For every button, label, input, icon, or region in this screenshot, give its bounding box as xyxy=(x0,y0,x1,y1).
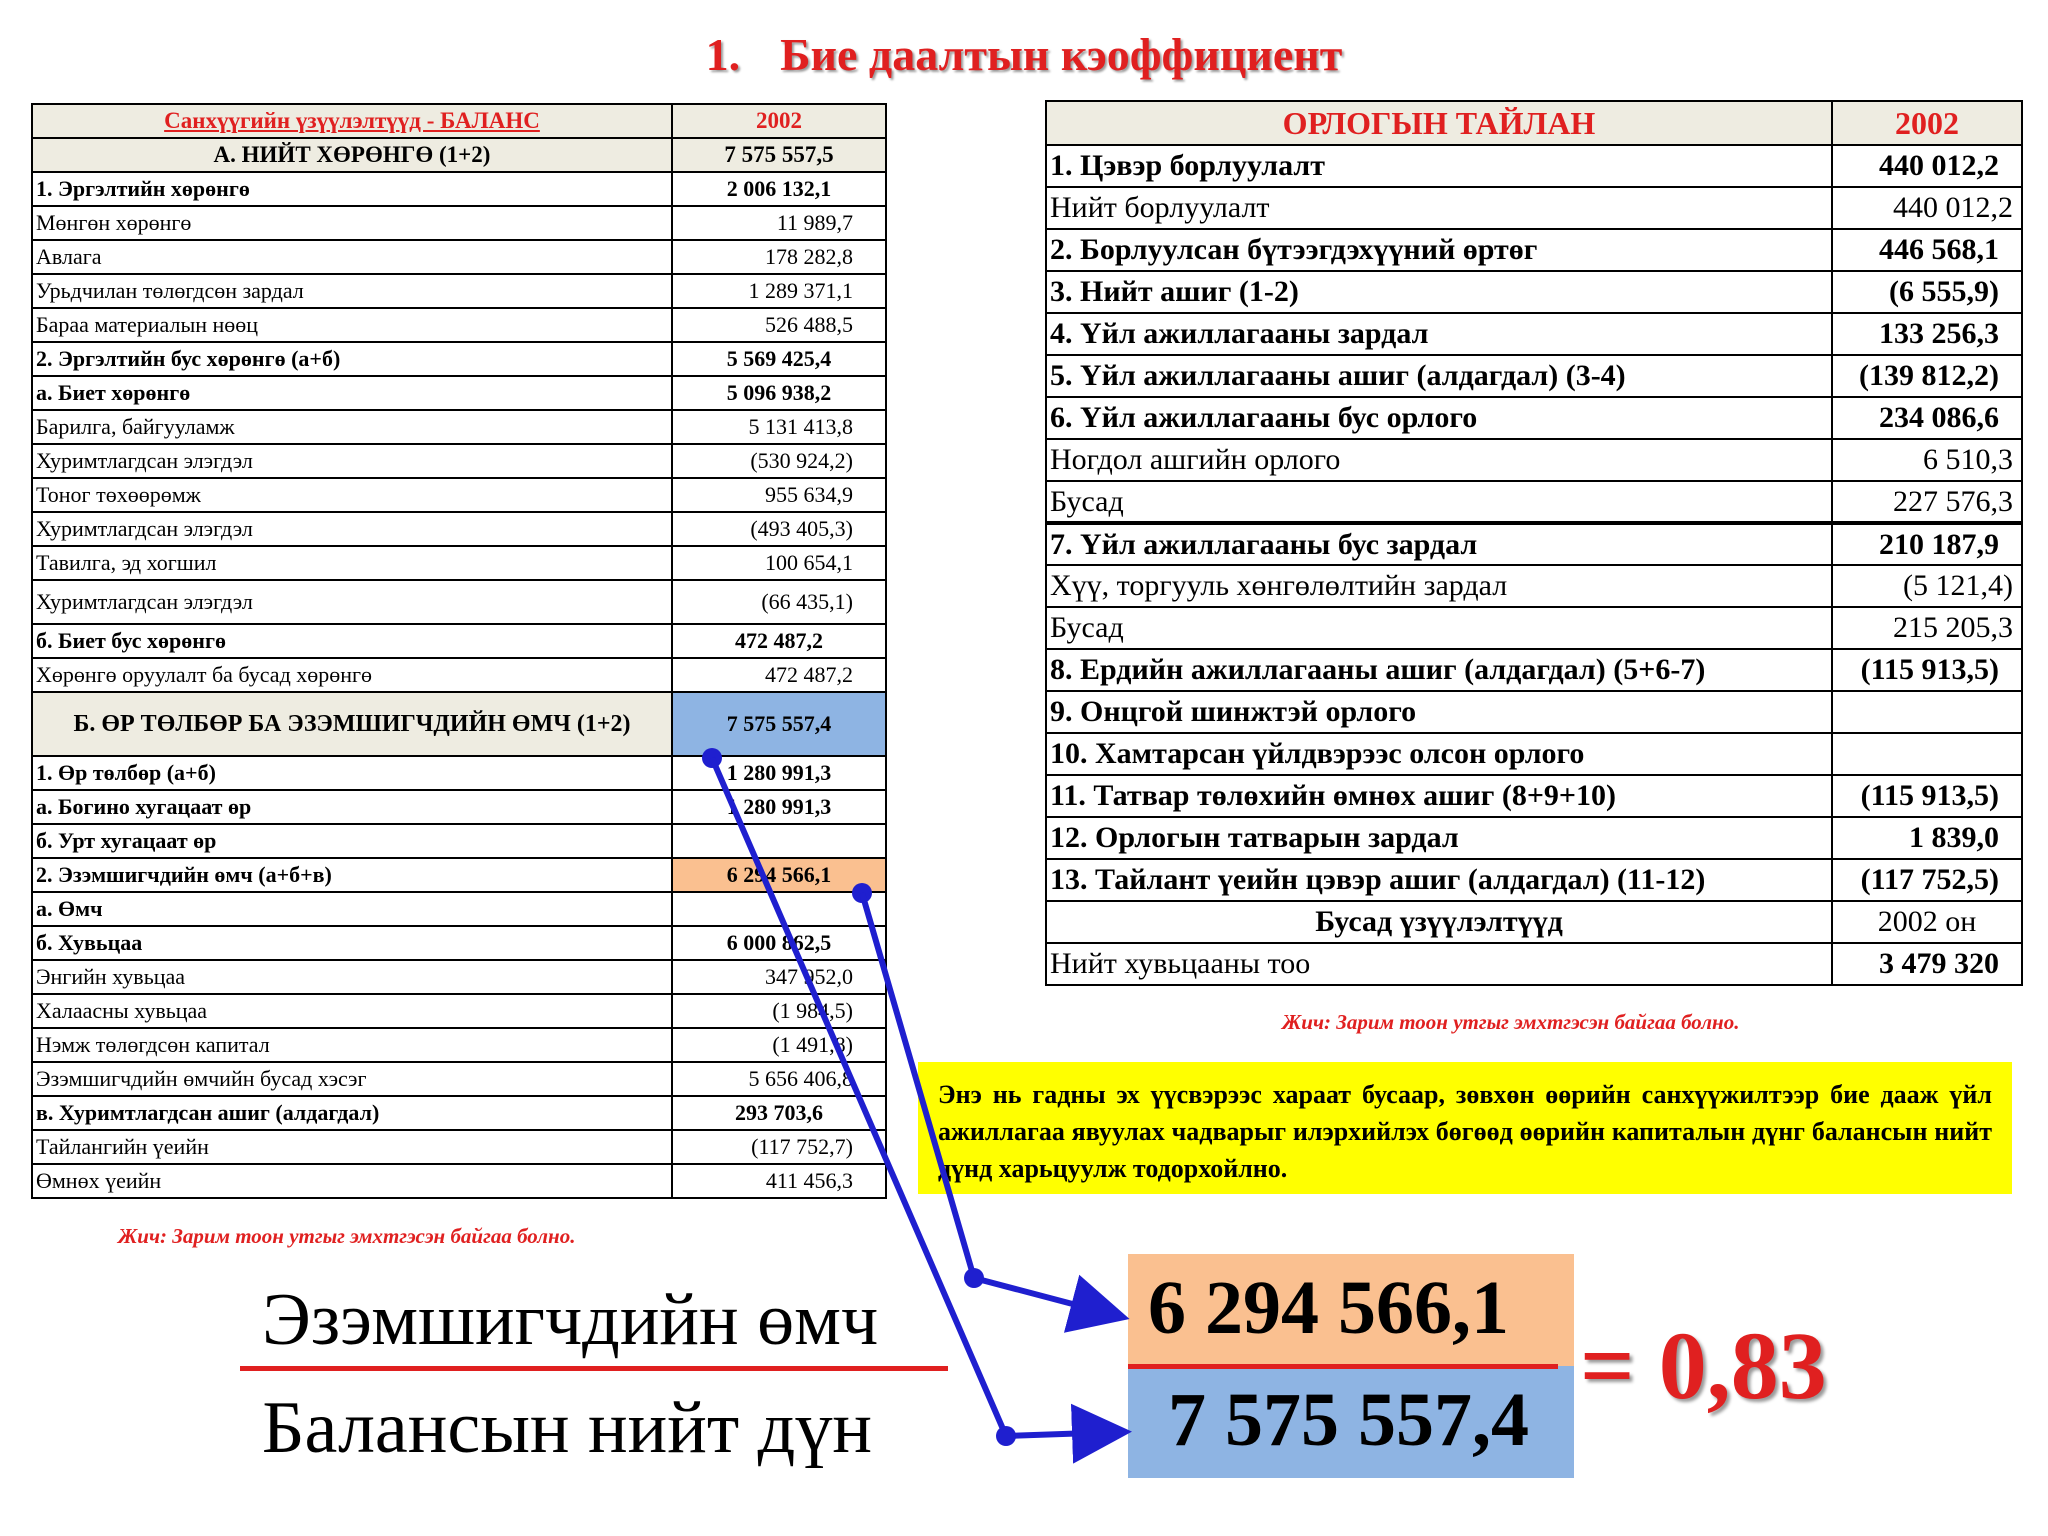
balance-row-value: (1 984,5) xyxy=(672,994,886,1028)
income-row-label: Нийт борлуулалт xyxy=(1046,187,1832,229)
income-header-label: ОРЛОГЫН ТАЙЛАН xyxy=(1046,101,1832,145)
income-row-value: (117 752,5) xyxy=(1832,859,2022,901)
income-header-year: 2002 xyxy=(1832,101,2022,145)
total-assets-label: А. НИЙТ ХӨРӨНГӨ (1+2) xyxy=(32,138,672,172)
balance-row-label: Авлага xyxy=(32,240,672,274)
balance-row xyxy=(32,274,886,308)
income-row-label: 11. Татвар төлөхийн өмнөх ашиг (8+9+10) xyxy=(1046,775,1832,817)
fraction-line xyxy=(240,1366,948,1371)
balance-row-label: Энгийн хувьцаа xyxy=(32,960,672,994)
balance-row-label: Нэмж төлөгдсөн капитал xyxy=(32,1028,672,1062)
income-row-value: 215 205,3 xyxy=(1832,607,2022,649)
balance-row-value: (530 924,2) xyxy=(672,444,886,478)
income-row xyxy=(1046,565,2022,607)
balance-row xyxy=(32,410,886,444)
income-row xyxy=(1046,187,2022,229)
income-row-value: 446 568,1 xyxy=(1832,229,2022,271)
balance-header-label: Санхүүгийн үзүүлэлтүүд - БАЛАНС xyxy=(32,104,672,138)
denominator-value: 7 575 557,4 xyxy=(1128,1366,1574,1478)
balance-row-label: Мөнгөн хөрөнгө xyxy=(32,206,672,240)
balance-row xyxy=(32,858,886,892)
shares-label: Нийт хувьцааны тоо xyxy=(1046,943,1832,985)
income-row xyxy=(1046,649,2022,691)
balance-row-value: 1 289 371,1 xyxy=(672,274,886,308)
other-indicators-year: 2002 он xyxy=(1832,901,2022,943)
title-text: Бие даалтын кэоффициент xyxy=(780,29,1343,80)
balance-row xyxy=(32,960,886,994)
balance-row-value: 178 282,8 xyxy=(672,240,886,274)
balance-row xyxy=(32,926,886,960)
balance-row-value: 6 000 862,5 xyxy=(672,926,886,960)
balance-row-value: 100 654,1 xyxy=(672,546,886,580)
shares-value: 3 479 320 xyxy=(1832,943,2022,985)
balance-row-label: в. Хуримтлагдсан ашиг (алдагдал) xyxy=(32,1096,672,1130)
description-box: Энэ нь гадны эх үүсвэрээс хараат бусаар, зөвхөн өөрийн санхүүжилтээр бие дааж үйл ажиллагаа явуулах чадварыг илэрхийлэх бөгөөд өөрийн капиталын дүнг балансын нийт дүнд харьцуулж тодорхойлно. xyxy=(918,1062,2012,1194)
balance-row-label: Барилга, байгууламж xyxy=(32,410,672,444)
balance-row-label: а. Өмч xyxy=(32,892,672,926)
income-row-label: 2. Борлуулсан бүтээгдэхүүний өртөг xyxy=(1046,229,1832,271)
other-indicators-label: Бусад үзүүлэлтүүд xyxy=(1046,901,1832,943)
income-row-value: (115 913,5) xyxy=(1832,775,2022,817)
income-row-value: (115 913,5) xyxy=(1832,649,2022,691)
balance-row xyxy=(32,1028,886,1062)
income-row-value: (139 812,2) xyxy=(1832,355,2022,397)
balance-row-label: Урьдчилан төлөгдсөн зардал xyxy=(32,274,672,308)
balance-row xyxy=(32,376,886,410)
balance-row-label: 1. Өр төлбөр (а+б) xyxy=(32,756,672,790)
income-row xyxy=(1046,313,2022,355)
income-row xyxy=(1046,439,2022,481)
income-row-value: 1 839,0 xyxy=(1832,817,2022,859)
income-row-value: 440 012,2 xyxy=(1832,145,2022,187)
income-row-label: 8. Ердийн ажиллагааны ашиг (алдагдал) (5+6-7) xyxy=(1046,649,1832,691)
balance-row-value: 347 952,0 xyxy=(672,960,886,994)
balance-row-value: 11 989,7 xyxy=(672,206,886,240)
income-row-value: 227 576,3 xyxy=(1832,481,2022,523)
income-header-row xyxy=(1046,101,2022,145)
income-row-label: 9. Онцгой шинжтэй орлого xyxy=(1046,691,1832,733)
income-row-label: Хүү, торгууль хөнгөлөлтийн зардал xyxy=(1046,565,1832,607)
balance-row-value: (117 752,7) xyxy=(672,1130,886,1164)
income-row-label: 1. Цэвэр борлуулалт xyxy=(1046,145,1832,187)
balance-row xyxy=(32,756,886,790)
balance-row-label: Халаасны хувьцаа xyxy=(32,994,672,1028)
balance-row-label: б. Урт хугацаат өр xyxy=(32,824,672,858)
income-row-label: 7. Үйл ажиллагааны бус зардал xyxy=(1046,523,1832,565)
income-row xyxy=(1046,481,2022,523)
balance-row-label: Бараа материалын нөөц xyxy=(32,308,672,342)
income-row xyxy=(1046,733,2022,775)
income-row xyxy=(1046,523,2022,565)
income-row-label: 12. Орлогын татварын зардал xyxy=(1046,817,1832,859)
income-table xyxy=(1045,100,2023,986)
income-row-label: 5. Үйл ажиллагааны ашиг (алдагдал) (3-4) xyxy=(1046,355,1832,397)
income-row xyxy=(1046,229,2022,271)
income-row-label: 10. Хамтарсан үйлдвэрээс олсон орлого xyxy=(1046,733,1832,775)
balance-row-label: Өмнөх үеийн xyxy=(32,1164,672,1198)
balance-row-label: Хуримтлагдсан элэгдэл xyxy=(32,512,672,546)
balance-row-value: 1 280 991,3 xyxy=(672,756,886,790)
balance-row xyxy=(32,994,886,1028)
liabilities-equity-row xyxy=(32,692,886,756)
balance-row-label: б. Биет бус хөрөнгө xyxy=(32,624,672,658)
balance-table xyxy=(31,103,887,1199)
balance-row xyxy=(32,478,886,512)
balance-row-label: 2. Эзэмшигчдийн өмч (а+б+в) xyxy=(32,858,672,892)
income-row xyxy=(1046,271,2022,313)
income-row xyxy=(1046,145,2022,187)
balance-row xyxy=(32,624,886,658)
balance-header-row xyxy=(32,104,886,138)
balance-row-label: Хөрөнгө оруулалт ба бусад хөрөнгө xyxy=(32,658,672,692)
liabilities-equity-value: 7 575 557,4 xyxy=(672,692,886,756)
balance-row xyxy=(32,512,886,546)
balance-header-year: 2002 xyxy=(672,104,886,138)
balance-row-label: Тавилга, эд хогшил xyxy=(32,546,672,580)
income-row-label: Бусад xyxy=(1046,607,1832,649)
balance-row-label: 1. Эргэлтийн хөрөнгө xyxy=(32,172,672,206)
income-row-label: 6. Үйл ажиллагааны бус орлого xyxy=(1046,397,1832,439)
income-row xyxy=(1046,691,2022,733)
balance-row xyxy=(32,308,886,342)
balance-row xyxy=(32,342,886,376)
income-row-label: Ногдол ашгийн орлого xyxy=(1046,439,1832,481)
balance-row xyxy=(32,580,886,624)
balance-row-value: 293 703,6 xyxy=(672,1096,886,1130)
balance-row-label: 2. Эргэлтийн бус хөрөнгө (а+б) xyxy=(32,342,672,376)
value-fraction-line xyxy=(1128,1364,1558,1369)
balance-row-value: 526 488,5 xyxy=(672,308,886,342)
income-row xyxy=(1046,607,2022,649)
balance-row-label: Хуримтлагдсан элэгдэл xyxy=(32,580,672,624)
income-row-label: 4. Үйл ажиллагааны зардал xyxy=(1046,313,1832,355)
income-row-value: 234 086,6 xyxy=(1832,397,2022,439)
balance-row xyxy=(32,546,886,580)
income-row-value xyxy=(1832,733,2022,775)
income-row-label: 13. Тайлант үеийн цэвэр ашиг (алдагдал) (11-12) xyxy=(1046,859,1832,901)
income-row-value: 440 012,2 xyxy=(1832,187,2022,229)
income-row-value: (5 121,4) xyxy=(1832,565,2022,607)
result-value: = 0,83 xyxy=(1580,1312,1827,1419)
balance-note: Жич: Зарим тоон утгыг эмхтгэсэн байгаа болно. xyxy=(118,1224,576,1248)
balance-row-value: 955 634,9 xyxy=(672,478,886,512)
shares-row xyxy=(1046,943,2022,985)
income-row-value: 133 256,3 xyxy=(1832,313,2022,355)
other-indicators-header-row xyxy=(1046,901,2022,943)
page-title xyxy=(0,28,2048,81)
balance-subheader-row xyxy=(32,138,886,172)
income-row xyxy=(1046,397,2022,439)
numerator-label: Эзэмшигчдийн өмч xyxy=(262,1279,879,1361)
balance-row-label: б. Хувьцаа xyxy=(32,926,672,960)
income-row xyxy=(1046,355,2022,397)
income-note: Жич: Зарим тоон утгыг эмхтгэсэн байгаа болно. xyxy=(1282,1010,1740,1034)
income-row xyxy=(1046,859,2022,901)
balance-row-value: 5 096 938,2 xyxy=(672,376,886,410)
balance-row xyxy=(32,824,886,858)
balance-row xyxy=(32,1062,886,1096)
balance-row xyxy=(32,1096,886,1130)
denominator-label: Балансын нийт дүн xyxy=(262,1387,872,1469)
income-row xyxy=(1046,775,2022,817)
income-row-value xyxy=(1832,691,2022,733)
numerator-value: 6 294 566,1 xyxy=(1128,1254,1574,1366)
liabilities-equity-label: Б. ӨР ТӨЛБӨР БА ЭЗЭМШИГЧДИЙН ӨМЧ (1+2) xyxy=(32,692,672,756)
income-row-value: 210 187,9 xyxy=(1832,523,2022,565)
balance-row-value: (493 405,3) xyxy=(672,512,886,546)
balance-row xyxy=(32,790,886,824)
balance-row-value: 5 656 406,8 xyxy=(672,1062,886,1096)
balance-row-value: 5 131 413,8 xyxy=(672,410,886,444)
balance-row-value: (66 435,1) xyxy=(672,580,886,624)
income-row xyxy=(1046,817,2022,859)
balance-row xyxy=(32,892,886,926)
total-assets-value: 7 575 557,5 xyxy=(672,138,886,172)
balance-row-value: 6 294 566,1 xyxy=(672,858,886,892)
balance-row-label: Эзэмшигчдийн өмчийн бусад хэсэг xyxy=(32,1062,672,1096)
balance-row-value: 2 006 132,1 xyxy=(672,172,886,206)
balance-row-value: 472 487,2 xyxy=(672,658,886,692)
balance-row xyxy=(32,1130,886,1164)
balance-row-value: (1 491,8) xyxy=(672,1028,886,1062)
income-row-value: (6 555,9) xyxy=(1832,271,2022,313)
balance-row xyxy=(32,240,886,274)
balance-row-label: а. Богино хугацаат өр xyxy=(32,790,672,824)
balance-row xyxy=(32,444,886,478)
balance-row xyxy=(32,1164,886,1198)
balance-row-label: а. Биет хөрөнгө xyxy=(32,376,672,410)
balance-row-value: 411 456,3 xyxy=(672,1164,886,1198)
title-number: 1. xyxy=(705,29,741,80)
balance-row-label: Тоног төхөөрөмж xyxy=(32,478,672,512)
balance-row-value: 1 280 991,3 xyxy=(672,790,886,824)
income-row-value: 6 510,3 xyxy=(1832,439,2022,481)
balance-row xyxy=(32,658,886,692)
balance-row-label: Тайлангийн үеийн xyxy=(32,1130,672,1164)
income-row-label: Бусад xyxy=(1046,481,1832,523)
balance-row-value: 5 569 425,4 xyxy=(672,342,886,376)
balance-row xyxy=(32,206,886,240)
balance-row xyxy=(32,172,886,206)
balance-row-label: Хуримтлагдсан элэгдэл xyxy=(32,444,672,478)
balance-row-value: 472 487,2 xyxy=(672,624,886,658)
income-row-label: 3. Нийт ашиг (1-2) xyxy=(1046,271,1832,313)
balance-row-value xyxy=(672,824,886,858)
balance-row-value xyxy=(672,892,886,926)
